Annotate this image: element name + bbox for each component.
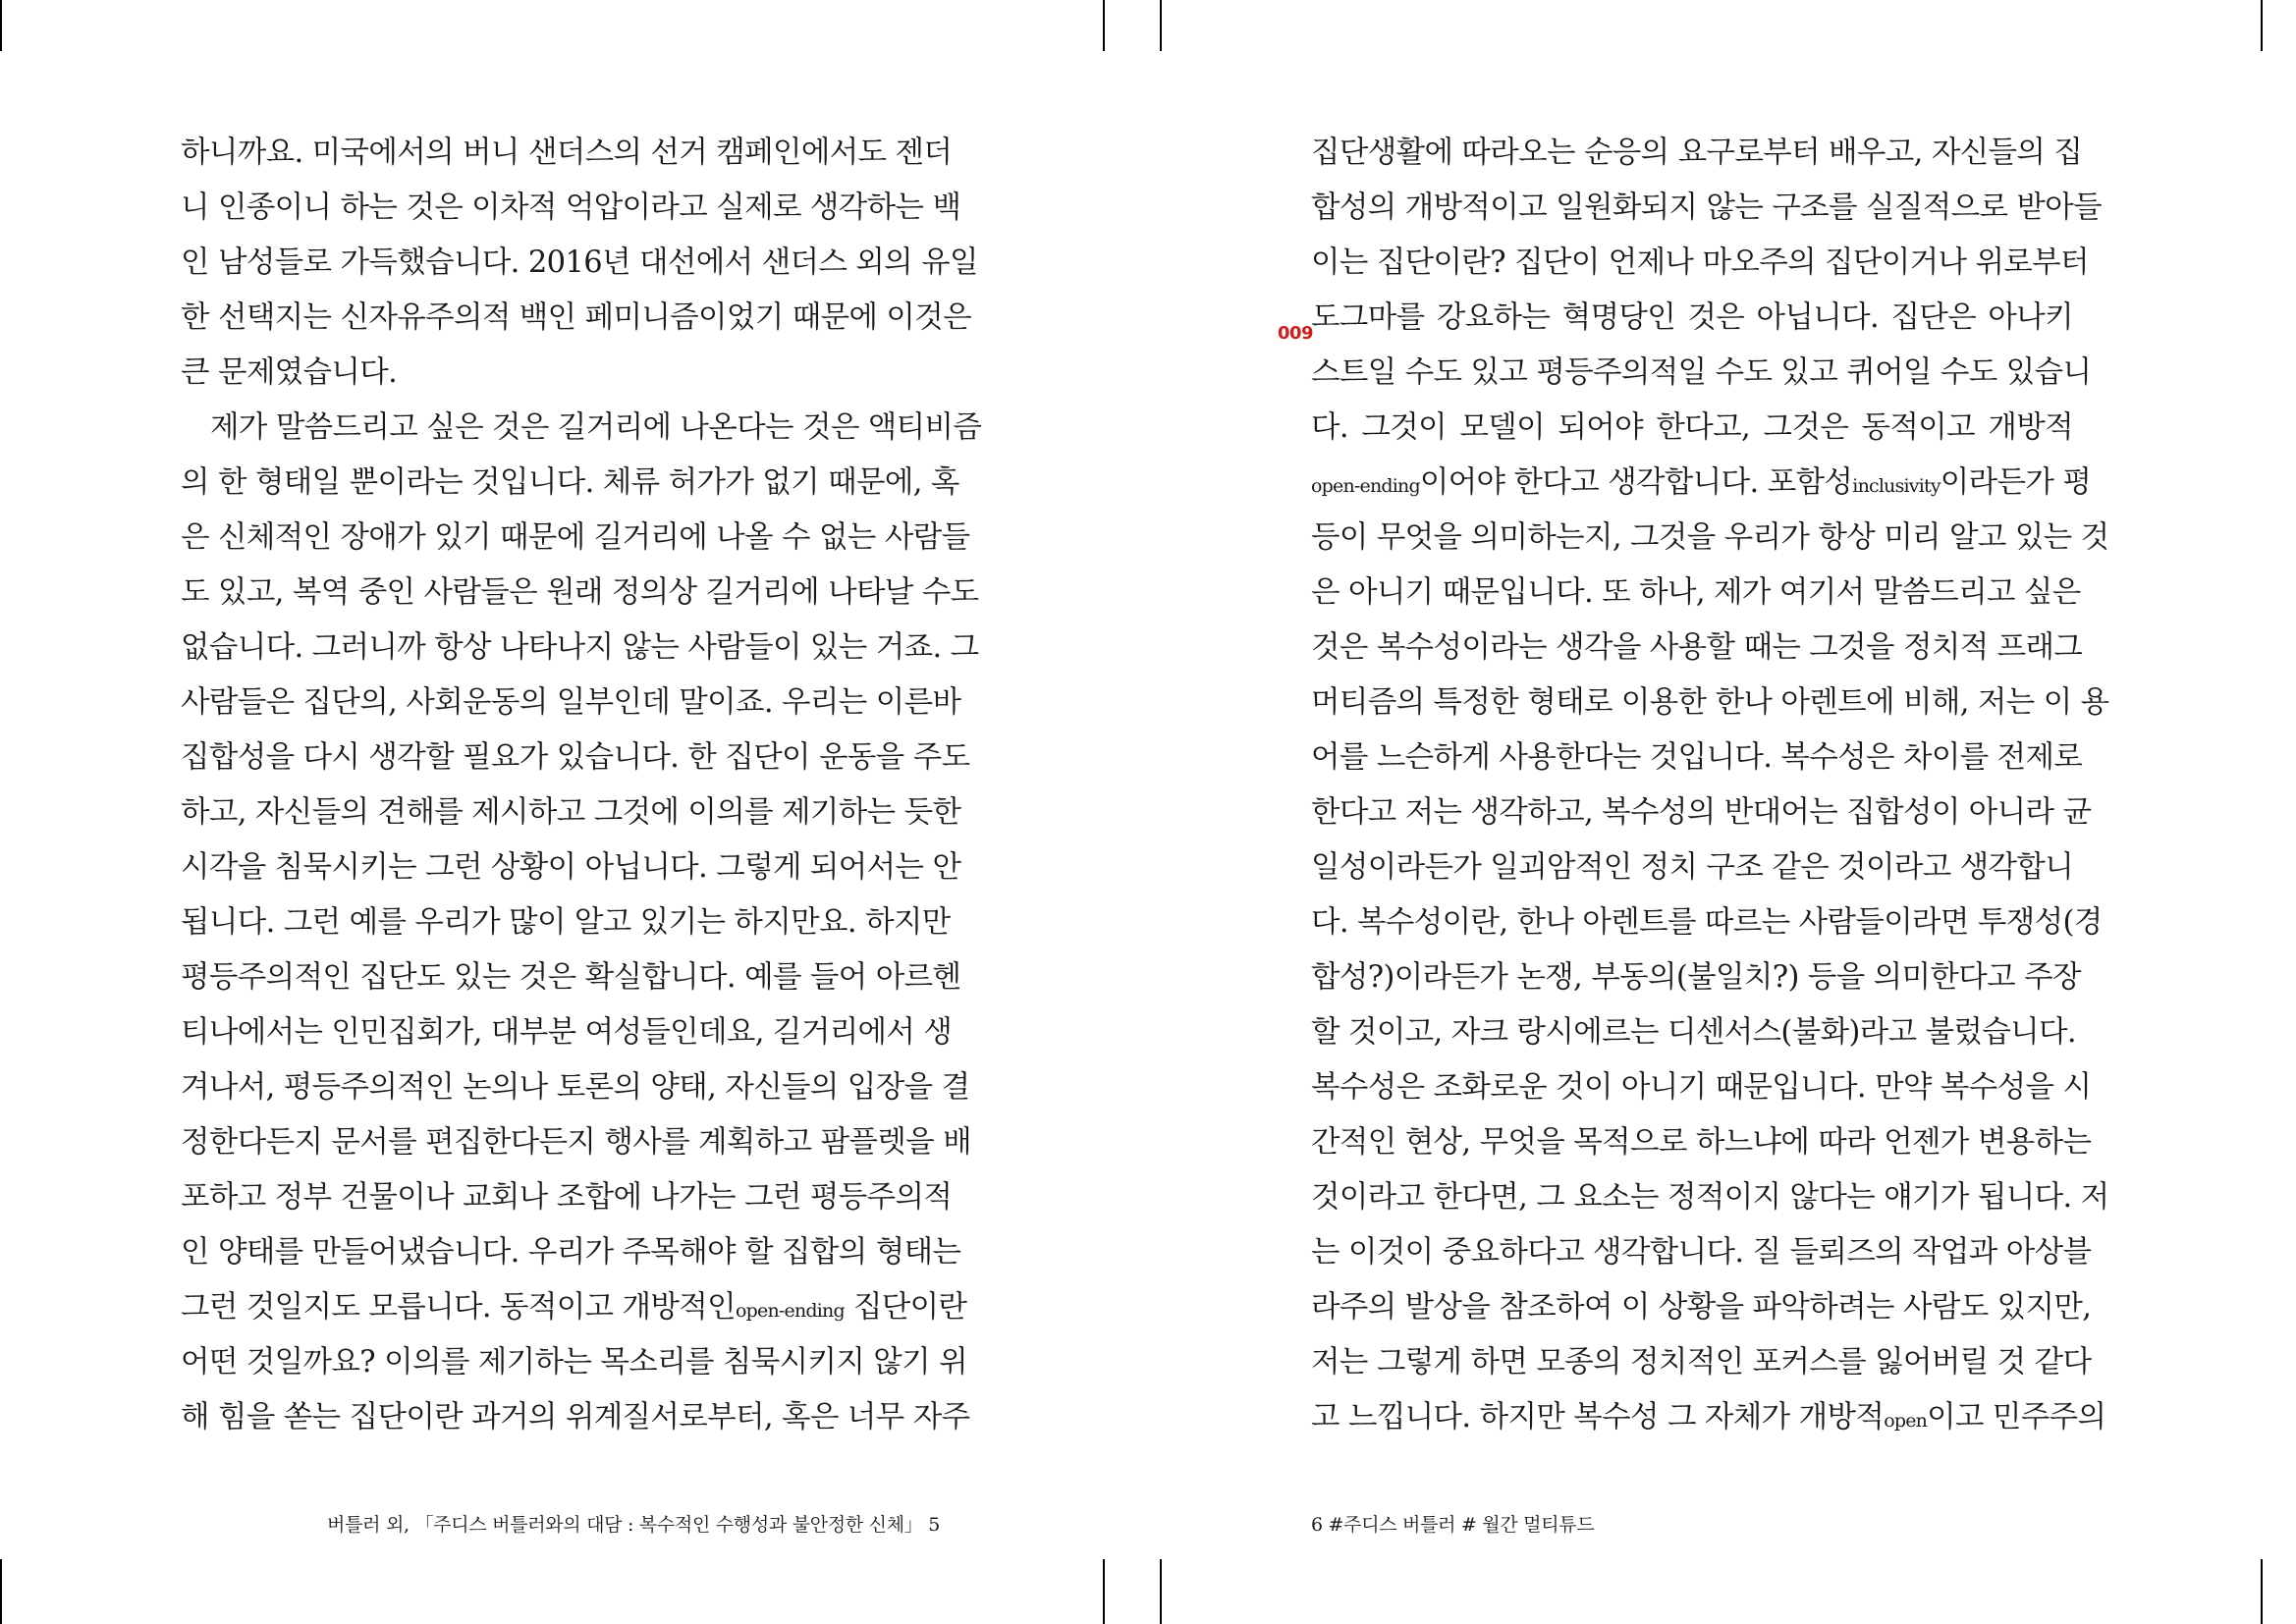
text-line: [1311, 1390, 2106, 1445]
text-line: [181, 676, 961, 731]
line-text: 다. 복수성이란, 한나 아렌트를 따르는 사람들이라면 투쟁성(경: [1311, 905, 2103, 940]
text-line: [1311, 731, 2083, 785]
line-text: 다. 그것이 모델이 되어야 한다고, 그것은 동적이고 개방적: [1311, 410, 2073, 445]
line-text: 머티즘의 특정한 형태로 이용한 한나 아렌트에 비해, 저는 이 용: [1311, 685, 2109, 720]
line-text: 정한다든지 문서를 편집한다든지 행사를 계획하고 팜플렛을 배: [181, 1125, 972, 1160]
text-line: [181, 1225, 961, 1280]
text-line: [181, 785, 961, 840]
line-text: 하고, 자신들의 견해를 제시하고 그것에 이의를 제기하는 듯한: [181, 795, 961, 830]
line-text: 이는 집단이란? 집단이 언제나 마오주의 집단이거나 위로부터: [1311, 245, 2089, 280]
line-text: 집합성을 다시 생각할 필요가 있습니다. 한 집단이 운동을 주도: [181, 740, 970, 775]
line-text: 것이라고 한다면, 그 요소는 정적이지 않다는 얘기가 됩니다. 저: [1311, 1180, 2109, 1215]
text-line: [1311, 1280, 2092, 1335]
line-text: 하니까요. 미국에서의 버니 샌더스의 선거 캠페인에서도 젠더: [181, 135, 953, 170]
text-line: [1311, 895, 2103, 950]
line-text: 없습니다. 그러니까 항상 나타나지 않는 사람들이 있는 거죠. 그: [181, 630, 979, 665]
line-text: 제가 말씀드리고 싶은 것은 길거리에 나온다는 것은 액티비즘: [210, 410, 982, 445]
text-line: [1311, 1005, 2076, 1060]
line-text: 어떤 것일까요? 이의를 제기하는 목소리를 침묵시키지 않기 위: [181, 1345, 967, 1380]
line-text: 집단이란: [844, 1290, 967, 1325]
text-line: [1311, 511, 2109, 566]
line-text: 그런 것일지도 모릅니다. 동적이고 개방적인: [181, 1290, 737, 1325]
line-text: 어를 느슨하게 사용한다는 것입니다. 복수성은 차이를 전제로: [1311, 740, 2083, 775]
line-text: 집단생활에 따라오는 순응의 요구로부터 배우고, 자신들의 집: [1311, 135, 2083, 170]
line-text: 사람들은 집단의, 사회운동의 일부인데 말이죠. 우리는 이른바: [181, 685, 961, 720]
left-running-footer: 버틀러 외, 「주디스 버틀러와의 대담 : 복수적인 수행성과 불안정한 신체」 5: [327, 1514, 940, 1536]
text-line: [181, 566, 979, 621]
text-line: [181, 291, 972, 346]
text-line: [1311, 950, 2081, 1005]
text-line: [181, 456, 959, 511]
line-text: 시각을 침묵시키는 그런 상황이 아닙니다. 그렇게 되어서는 안: [181, 850, 961, 885]
english-gloss: open: [1884, 1410, 1928, 1432]
line-text: 됩니다. 그런 예를 우리가 많이 알고 있기는 하지만요. 하지만: [181, 905, 951, 940]
text-line: [1311, 236, 2089, 291]
line-text: 할 것이고, 자크 랑시에르는 디센서스(불화)라고 불렀습니다.: [1311, 1015, 2076, 1050]
text-line: [181, 511, 970, 566]
line-text: 티나에서는 인민집회가, 대부분 여성들인데요, 길거리에서 생: [181, 1015, 953, 1050]
text-line: [1311, 566, 2081, 621]
right-running-footer: 6 #주디스 버틀러 # 월간 멀티튜드: [1311, 1514, 1595, 1536]
line-text: 등이 무엇을 의미하는지, 그것을 우리가 항상 미리 알고 있는 것: [1311, 520, 2109, 555]
text-line: [1311, 1115, 2092, 1170]
line-text: 간적인 현상, 무엇을 목적으로 하느냐에 따라 언젠가 변용하는: [1311, 1125, 2092, 1160]
text-line: [181, 840, 961, 895]
english-gloss: open-ending: [736, 1300, 845, 1322]
line-text: 니 인종이니 하는 것은 이차적 억압이라고 실제로 생각하는 백: [181, 190, 961, 225]
line-text: 은 아니기 때문입니다. 또 하나, 제가 여기서 말씀드리고 싶은: [1311, 575, 2081, 610]
right-body-text: [1278, 126, 2109, 1445]
line-text: 도그마를 강요하는 혁명당인 것은 아닙니다. 집단은 아나키: [1311, 300, 2073, 335]
right-page: [1148, 0, 2296, 1624]
line-text: 이어야 한다고 생각합니다. 포함성: [1419, 465, 1853, 500]
text-line: [1311, 676, 2109, 731]
text-line: [181, 1170, 953, 1225]
line-text: 는 이것이 중요하다고 생각합니다. 질 들뢰즈의 작업과 아상블: [1311, 1235, 2092, 1270]
line-text: 해 힘을 쏟는 집단이란 과거의 위계질서로부터, 혹은 너무 자주: [181, 1400, 970, 1435]
text-line: [1311, 456, 2092, 511]
line-text: 저는 그렇게 하면 모종의 정치적인 포커스를 잃어버릴 것 같다: [1311, 1345, 2092, 1380]
line-text: 이라든가 평: [1940, 465, 2092, 500]
line-text: 일성이라든가 일괴암적인 정치 구조 같은 것이라고 생각합니: [1311, 850, 2074, 885]
line-text: 인 양태를 만들어냈습니다. 우리가 주목해야 할 집합의 형태는: [181, 1235, 961, 1270]
text-line: [181, 1060, 970, 1115]
text-line: [181, 950, 961, 1005]
text-line: [181, 401, 982, 456]
text-line: [181, 895, 951, 950]
line-text: 은 신체적인 장애가 있기 때문에 길거리에 나올 수 없는 사람들: [181, 520, 970, 555]
text-line: [1311, 401, 2073, 456]
text-line: [1311, 621, 2083, 676]
text-line: [181, 1335, 967, 1390]
text-line: [181, 1280, 967, 1335]
line-text: 스트일 수도 있고 평등주의적일 수도 있고 퀴어일 수도 있습니: [1311, 355, 2092, 390]
text-line: [1311, 785, 2092, 840]
text-line: [181, 1005, 953, 1060]
line-text: 한 선택지는 신자유주의적 백인 페미니즘이었기 때문에 이것은: [181, 300, 972, 335]
left-body-text: [181, 126, 982, 1445]
page-marker: 009: [1278, 323, 1314, 344]
text-line: [1278, 291, 2073, 346]
text-line: [1311, 1335, 2092, 1390]
line-text: 고 느낍니다. 하지만 복수성 그 자체가 개방적: [1311, 1400, 1885, 1435]
text-line: [181, 346, 971, 401]
text-line: [1311, 1225, 2092, 1280]
line-text: 의 한 형태일 뿐이라는 것입니다. 체류 허가가 없기 때문에, 혹: [181, 465, 959, 500]
text-line: [1311, 1060, 2092, 1115]
english-gloss: open-ending: [1311, 475, 1420, 497]
text-line: [181, 731, 970, 785]
text-line: [181, 236, 978, 291]
line-text: 라주의 발상을 참조하여 이 상황을 파악하려는 사람도 있지만,: [1311, 1290, 2092, 1325]
line-text: 평등주의적인 집단도 있는 것은 확실합니다. 예를 들어 아르헨: [181, 960, 961, 995]
text-line: [181, 621, 979, 676]
line-text: 합성?)이라든가 논쟁, 부동의(불일치?) 등을 의미한다고 주장: [1311, 960, 2081, 995]
line-text: 이고 민주주의: [1927, 1400, 2106, 1435]
text-line: [1311, 181, 2103, 236]
english-gloss: inclusivity: [1852, 475, 1941, 497]
text-line: [1311, 346, 2092, 401]
line-text: 인 남성들로 가득했습니다. 2016년 대선에서 샌더스 외의 유일: [181, 245, 978, 280]
text-line: [181, 126, 953, 181]
text-line: [181, 1115, 972, 1170]
text-line: [1311, 126, 2083, 181]
text-line: [1311, 1170, 2109, 1225]
line-text: 도 있고, 복역 중인 사람들은 원래 정의상 길거리에 나타날 수도: [181, 575, 979, 610]
line-text: 큰 문제였습니다.: [181, 355, 398, 390]
line-text: 포하고 정부 건물이나 교회나 조합에 나가는 그런 평등주의적: [181, 1180, 953, 1215]
line-text: 겨나서, 평등주의적인 논의나 토론의 양태, 자신들의 입장을 결: [181, 1070, 970, 1105]
line-text: 복수성은 조화로운 것이 아니기 때문입니다. 만약 복수성을 시: [1311, 1070, 2092, 1105]
text-line: [181, 1390, 970, 1445]
text-line: [1311, 840, 2073, 895]
text-line: [181, 181, 961, 236]
line-text: 것은 복수성이라는 생각을 사용할 때는 그것을 정치적 프래그: [1311, 630, 2083, 665]
line-text: 한다고 저는 생각하고, 복수성의 반대어는 집합성이 아니라 균: [1311, 795, 2092, 830]
line-text: 합성의 개방적이고 일원화되지 않는 구조를 실질적으로 받아들: [1311, 190, 2103, 225]
